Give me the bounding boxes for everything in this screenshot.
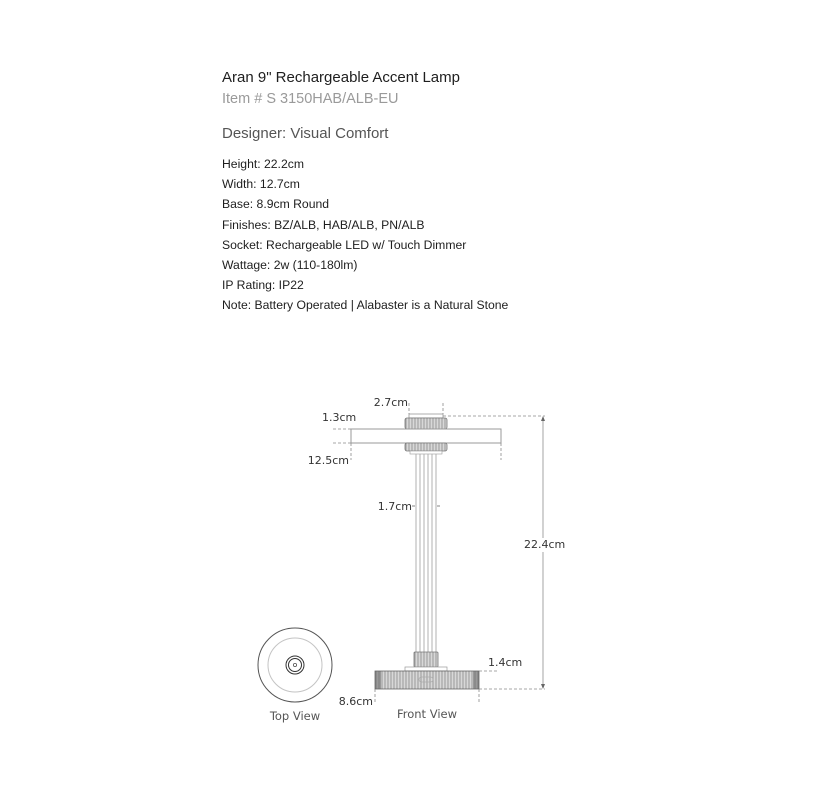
spec-width: Width: 12.7cm <box>222 177 300 192</box>
dim-cap-width: 2.7cm <box>373 396 408 409</box>
product-title: Aran 9" Rechargeable Accent Lamp <box>222 69 460 86</box>
spec-finishes: Finishes: BZ/ALB, HAB/ALB, PN/ALB <box>222 217 425 232</box>
item-number: Item # S 3150HAB/ALB-EU <box>222 91 399 107</box>
dim-shade-width: 12.5cm <box>307 454 349 467</box>
spec-socket: Socket: Rechargeable LED w/ Touch Dimmer <box>222 237 467 252</box>
spec-height: Height: 22.2cm <box>222 157 304 171</box>
top-view <box>258 628 332 723</box>
designer: Designer: Visual Comfort <box>222 125 389 142</box>
dim-base-height: 1.4cm <box>488 656 523 669</box>
spec-note: Note: Battery Operated | Alabaster is a Natural Stone <box>222 298 509 313</box>
spec-base: Base: 8.9cm Round <box>222 197 330 212</box>
front-view <box>351 414 501 721</box>
spec-ip-rating: IP Rating: IP22 <box>222 278 304 293</box>
dim-base-width: 8.6cm <box>338 695 373 708</box>
dim-shade-thickness: 1.3cm <box>322 411 357 424</box>
dim-stem-width: 1.7cm <box>377 500 412 513</box>
front-view-caption: Front View <box>396 707 458 721</box>
spec-wattage: Wattage: 2w (110-180lm) <box>222 257 358 272</box>
top-view-caption: Top View <box>269 709 321 723</box>
dim-overall-height: 22.4cm <box>524 538 566 551</box>
